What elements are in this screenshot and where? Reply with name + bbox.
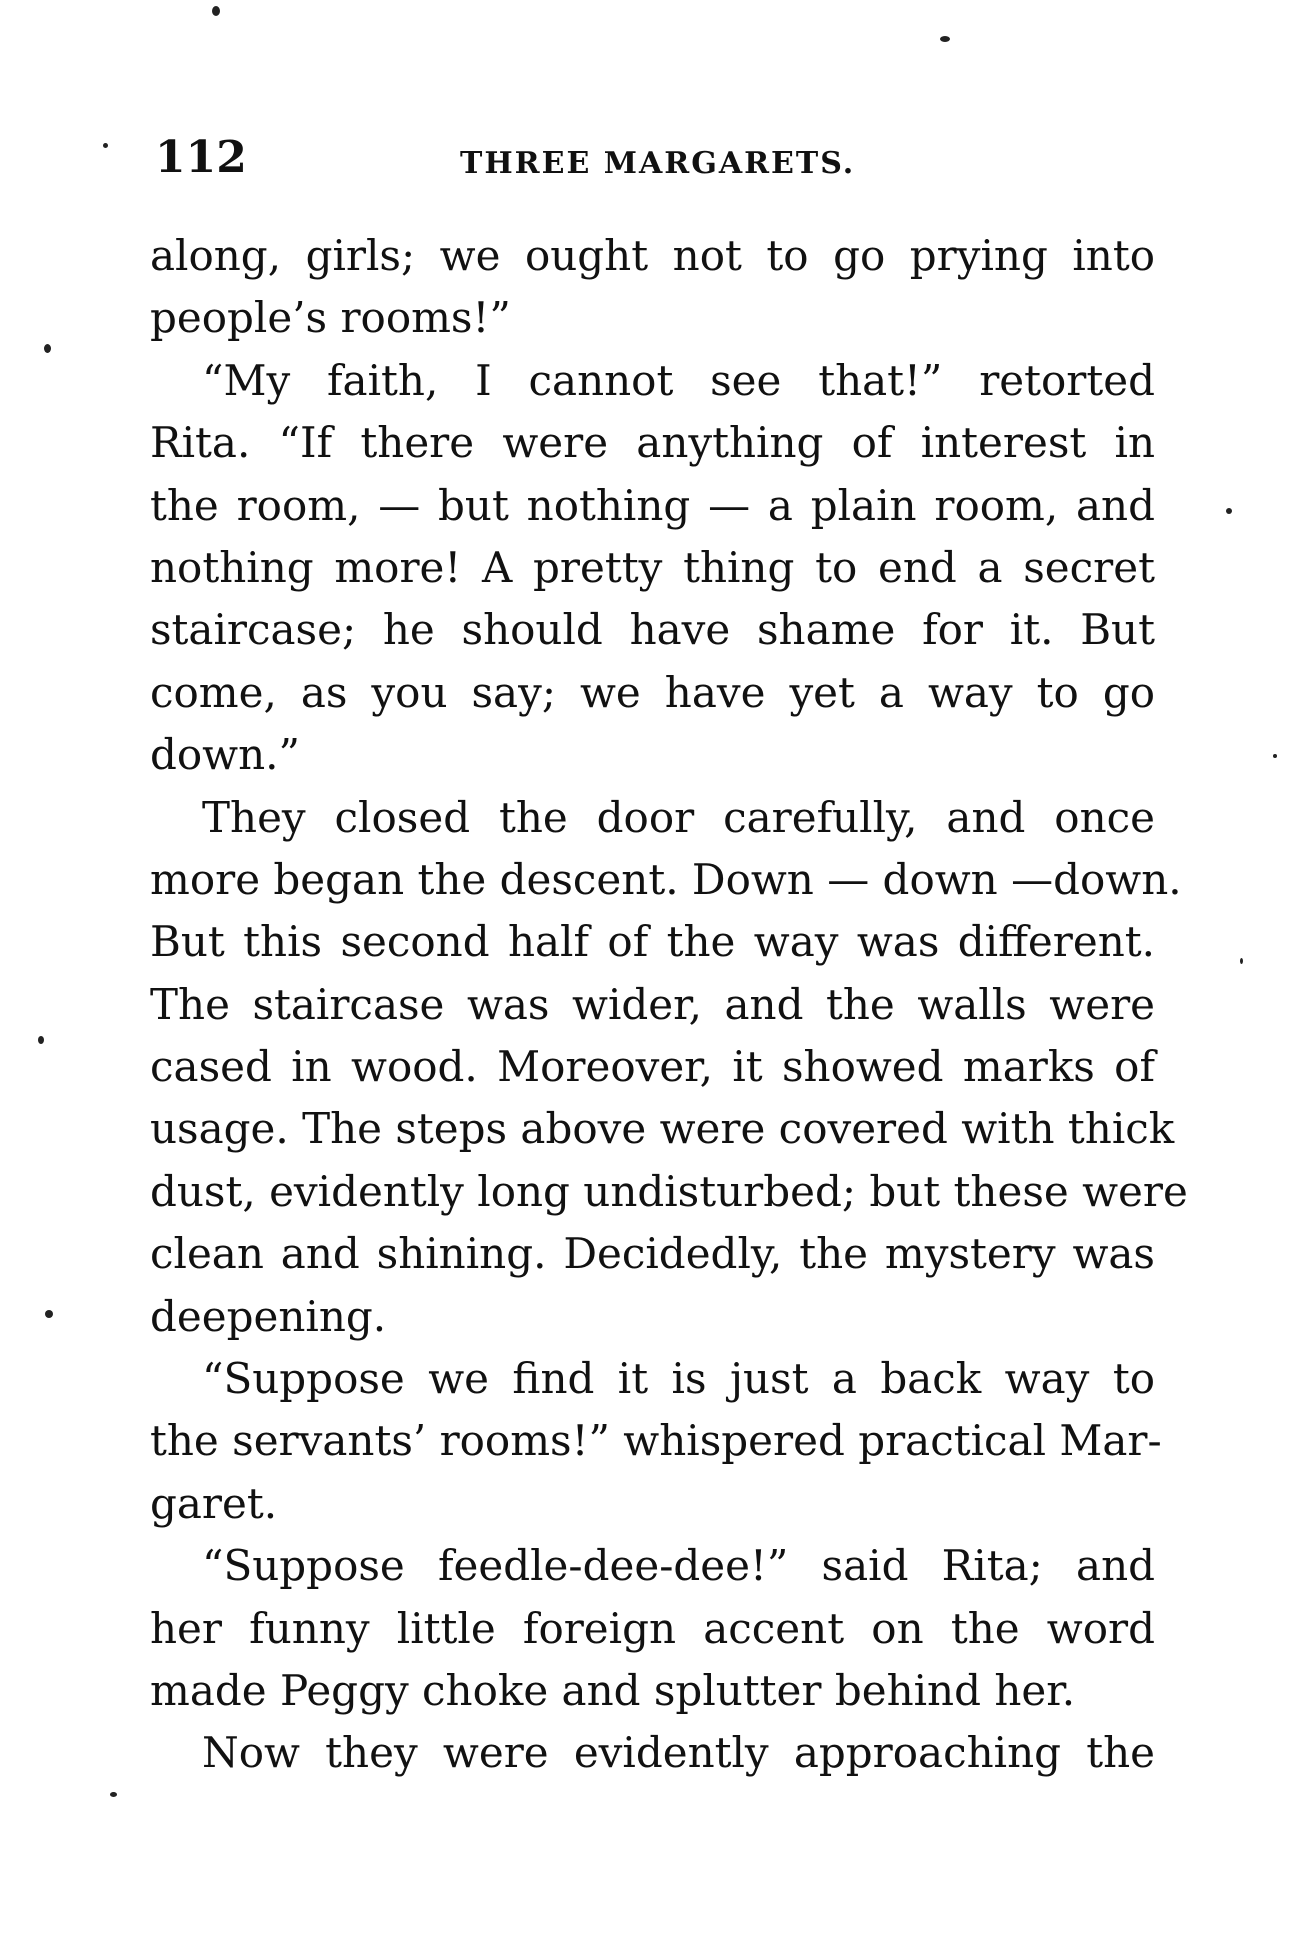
text-line: staircase; he should have shame for it. But	[150, 605, 1155, 655]
text-line: cased in wood. Moreover, it showed marks of	[150, 1042, 1155, 1092]
ink-speck	[1273, 754, 1277, 758]
text-line: Rita. “If there were anything of interest in	[150, 418, 1155, 468]
text-line: the servants’ rooms!” whispered practical Mar-	[150, 1416, 1162, 1466]
text-line: But this second half of the way was different.	[150, 917, 1155, 967]
text-line: nothing more! A pretty thing to end a secret	[150, 542, 1155, 592]
text-line: more began the descent. Down — down —down.	[150, 854, 1182, 904]
ink-speck	[940, 36, 950, 42]
running-title: THREE MARGARETS.	[460, 146, 856, 181]
text-line: “My faith, I cannot see that!” retorted	[202, 355, 1155, 405]
text-line: down.”	[150, 730, 300, 780]
ink-speck	[1226, 508, 1232, 514]
text-line: deepening.	[150, 1291, 387, 1341]
text-line: garet.	[150, 1478, 278, 1528]
text-line: made Peggy choke and splutter behind her.	[150, 1665, 1076, 1715]
text-line: people’s rooms!”	[150, 293, 511, 343]
text-line: Now they were evidently approaching the	[202, 1728, 1155, 1778]
text-line: come, as you say; we have yet a way to go	[150, 667, 1155, 717]
page-number: 112	[155, 132, 247, 183]
text-line: dust, evidently long undisturbed; but these were	[150, 1166, 1188, 1216]
ink-speck	[103, 143, 108, 148]
ink-speck	[38, 1036, 44, 1044]
text-line: “Suppose we find it is just a back way to	[202, 1354, 1155, 1404]
ink-speck	[1240, 958, 1243, 964]
text-line: “Suppose feedle-dee-dee!” said Rita; and	[202, 1541, 1155, 1591]
ink-speck	[212, 6, 220, 16]
text-line: along, girls; we ought not to go prying into	[150, 231, 1155, 280]
ink-speck	[110, 1792, 117, 1797]
page-header	[155, 128, 1155, 188]
text-line: the room, — but nothing — a plain room, and	[150, 480, 1155, 530]
text-line: her funny little foreign accent on the word	[150, 1603, 1155, 1653]
text-line: usage. The steps above were covered with thick	[150, 1104, 1175, 1154]
text-line: The staircase was wider, and the walls were	[150, 979, 1155, 1029]
ink-speck	[44, 344, 51, 353]
ink-speck	[45, 1310, 53, 1318]
text-line: They closed the door carefully, and once	[202, 792, 1155, 842]
text-line: clean and shining. Decidedly, the mystery was	[150, 1229, 1155, 1279]
body-text	[150, 225, 1188, 1785]
